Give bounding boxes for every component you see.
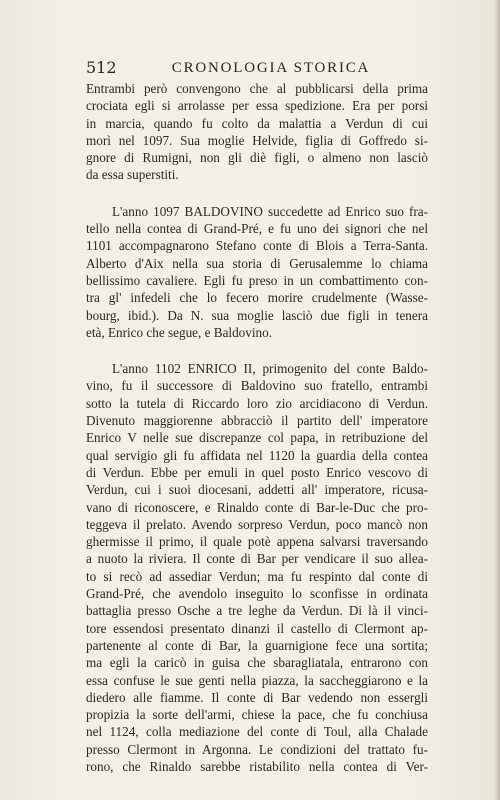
- text-line: battaglia presso Osche a tre leghe da Verdun. Di là il vinci-: [86, 603, 428, 619]
- text-line: to si recò ad assediar Verdun; ma fu respinto dal conte di: [86, 568, 428, 584]
- text-line: propizia la sorte dell'armi, chiese la pace, che fu conchiusa: [86, 707, 428, 723]
- text-line: a nuoto la riviera. Il conte di Bar per vendicare il suo allea-: [86, 551, 428, 567]
- text-line: Entrambi però convengono che al pubblicarsi della prima: [86, 81, 428, 96]
- text-line: sotto la tutela di Riccardo loro zio arcidiacono di Verdun.: [86, 395, 428, 411]
- text-line: 1101 accompagnarono Stefano conte di Blois a Terra-Santa.: [86, 238, 428, 254]
- text-line: vino, fu il successore di Baldovino suo fratello, entrambi: [86, 378, 428, 394]
- text-line: in marcia, quando fu colto da malattia a Verdun di cui: [86, 115, 428, 131]
- text-line: bourg, ibid.). Da N. sua moglie lasciò due figli in tenera: [86, 307, 428, 323]
- text-line: ma egli la caricò in guisa che sbaragliatala, entrarono con: [86, 655, 428, 671]
- text-line: Verdun, cui i suoi diocesani, addetti all' imperatore, ricusa-: [86, 482, 428, 498]
- page-number: 512: [86, 58, 117, 77]
- text-line: teggeva il prelato. Avendo sorpreso Verdun, poco mancò non: [86, 516, 428, 532]
- body-text: [86, 80, 428, 775]
- text-line: L'anno 1102 ENRICO II, primogenito del conte Baldo-: [112, 361, 428, 377]
- text-line: nel 1124, colla mediazione del conte di Toul, alla Chalade: [86, 724, 428, 740]
- text-line: diedero alle fiamme. Il conte di Bar vedendo non essergli: [86, 689, 428, 705]
- text-line: di Verdun. Ebbe per emuli in quel posto Enrico vescovo di: [86, 464, 428, 480]
- text-line: Enrico V nelle sue discrepanze col papa, in retribuzione del: [86, 430, 428, 446]
- text-line: L'anno 1097 BALDOVINO succedette ad Enrico suo fra-: [112, 203, 428, 219]
- text-line: essa confuse le sue genti nella piazza, la saccheggiarono e la: [86, 672, 428, 688]
- text-line: bellissimo cavaliere. Egli fu preso in un combattimento con-: [86, 272, 428, 288]
- text-line: tore essendosi presentato dinanzi il castello di Clermont ap-: [86, 620, 428, 636]
- text-line: ghermisse il primo, il quale potè appena salvarsi traversando: [86, 534, 428, 550]
- text-line: Divenuto maggiorenne abbracciò il partito dell' imperatore: [86, 413, 428, 429]
- text-line: morì nel 1097. Sua moglie Helvide, figlia di Goffredo si-: [86, 132, 428, 148]
- text-line: tra gl' infedeli che lo fecero morire crudelmente (Wasse-: [86, 290, 428, 306]
- page-header: [86, 58, 426, 78]
- text-line: crociata egli si arrolasse per essa spedizione. Era per porsi: [86, 98, 428, 114]
- text-line: qual servigio gli fu affidata nel 1120 la guardia della contea: [86, 447, 428, 463]
- text-line: età, Enrico che segue, e Baldovino.: [86, 324, 273, 340]
- text-line: vano di riconoscere, e Rinaldo conte di Bar-le-Duc che pro-: [86, 499, 428, 515]
- paragraph-2: [86, 203, 428, 341]
- paragraph-3: [86, 360, 428, 775]
- text-line: gnore di Rumigni, non gli diè figli, o almeno non lasciò: [86, 150, 428, 166]
- running-title: CRONOLOGIA STORICA: [171, 60, 371, 76]
- text-line: rono, che Rinaldo sarebbe ristabilito nella contea di Ver-: [86, 758, 428, 774]
- text-line: presso Clermont in Argonna. Le condizioni del trattato fu-: [86, 741, 428, 757]
- paragraph-1: [86, 80, 428, 184]
- text-line: Grand-Pré, che avendolo inseguito lo sconfisse in ordinata: [86, 586, 428, 602]
- text-line: tello nella contea di Grand-Pré, e fu uno dei signori che nel: [86, 221, 428, 237]
- text-line: partenente al conte di Bar, la guarnigione fece una sortita;: [86, 637, 428, 653]
- text-line: Alberto d'Aix nella sua storia di Gerusalemme lo chiama: [86, 255, 428, 271]
- text-line: da essa superstiti.: [86, 167, 179, 183]
- page-edge-shadow: [494, 0, 500, 800]
